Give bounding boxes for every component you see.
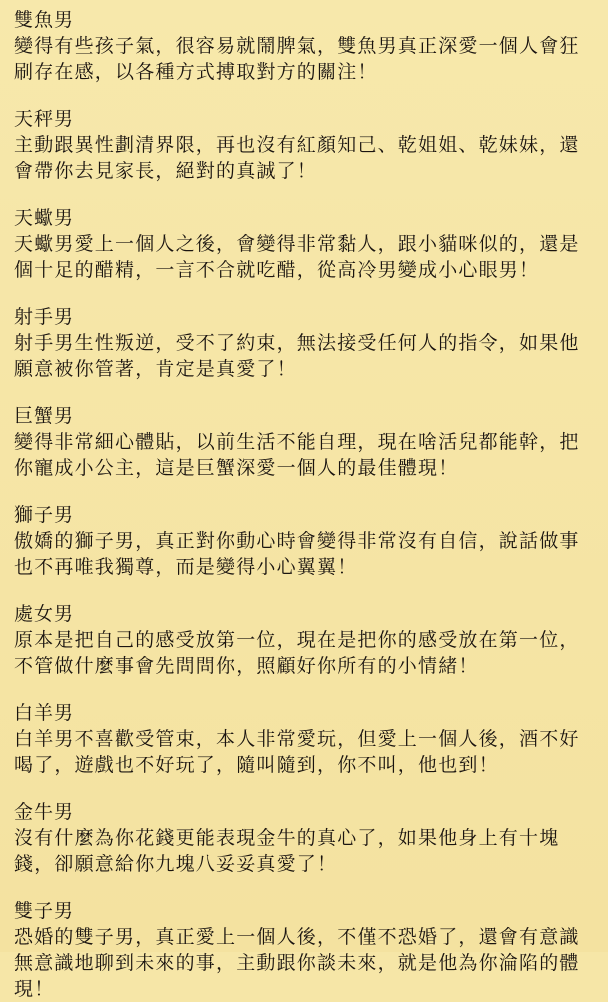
section-libra bbox=[14, 107, 598, 184]
section-cancer bbox=[14, 404, 598, 481]
section-gemini bbox=[14, 899, 598, 1002]
section-title: 巨蟹男 bbox=[14, 405, 75, 427]
section-title: 處女男 bbox=[14, 603, 75, 625]
section-body: 白羊男不喜歡受管束，本人非常愛玩，但愛上一個人後，酒不好喝了，遊戲也不好玩了，隨叫隨到，你不叫，他也到！ bbox=[14, 728, 580, 776]
section-virgo bbox=[14, 602, 598, 679]
section-body: 傲嬌的獅子男，真正對你動心時會變得非常沒有自信，說話做事也不再唯我獨尊，而是變得小心翼翼！ bbox=[14, 530, 580, 578]
section-body: 原本是把自己的感受放第一位，現在是把你的感受放在第一位，不管做什麼事會先問問你，照顧好你所有的小情緒！ bbox=[14, 629, 580, 677]
section-body: 射手男生性叛逆，受不了約束，無法接受任何人的指令，如果他願意被你管著，肯定是真愛了！ bbox=[14, 332, 580, 380]
section-body: 天蠍男愛上一個人之後，會變得非常黏人，跟小貓咪似的，還是個十足的醋精，一言不合就吃醋，從高冷男變成小心眼男！ bbox=[14, 233, 580, 281]
section-scorpio bbox=[14, 206, 598, 283]
section-title: 獅子男 bbox=[14, 504, 75, 526]
section-body: 恐婚的雙子男，真正愛上一個人後，不僅不恐婚了，還會有意識無意識地聊到未來的事，主動跟你談未來，就是他為你淪陷的體現！ bbox=[14, 926, 580, 1000]
section-title: 雙魚男 bbox=[14, 9, 75, 31]
section-body: 變得有些孩子氣，很容易就鬧脾氣，雙魚男真正深愛一個人會狂刷存在感，以各種方式搏取對方的關注！ bbox=[14, 35, 580, 83]
section-title: 射手男 bbox=[14, 306, 75, 328]
section-aries bbox=[14, 701, 598, 778]
section-taurus bbox=[14, 800, 598, 877]
section-body: 沒有什麼為你花錢更能表現金牛的真心了，如果他身上有十塊錢，卻願意給你九塊八妥妥真愛了！ bbox=[14, 827, 560, 875]
section-pisces bbox=[14, 8, 598, 85]
section-title: 白羊男 bbox=[14, 702, 75, 724]
section-title: 雙子男 bbox=[14, 900, 75, 922]
section-title: 天蠍男 bbox=[14, 207, 75, 229]
section-leo bbox=[14, 503, 598, 580]
section-title: 金牛男 bbox=[14, 801, 75, 823]
section-body: 變得非常細心體貼，以前生活不能自理，現在啥活兒都能幹，把你寵成小公主，這是巨蟹深愛一個人的最佳體現！ bbox=[14, 431, 580, 479]
section-title: 天秤男 bbox=[14, 108, 75, 130]
section-sagittarius bbox=[14, 305, 598, 382]
section-body: 主動跟異性劃清界限，再也沒有紅顏知己、乾姐姐、乾妹妹，還會帶你去見家長，絕對的真誠了！ bbox=[14, 134, 580, 182]
